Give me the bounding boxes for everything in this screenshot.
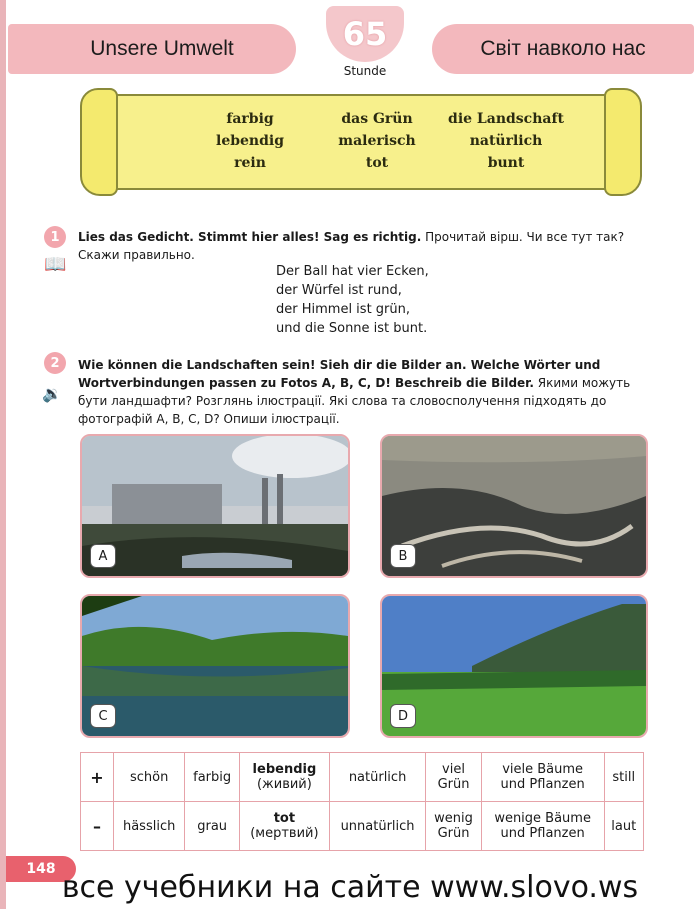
- vocab-word: die Landschaft: [448, 111, 564, 127]
- photo-a: [80, 434, 350, 578]
- exercise-1-instruction-ua: Прочитай вірш. Чи все тут так? Скажи правильно.: [78, 230, 625, 262]
- table-cell-line: Grün: [437, 826, 470, 841]
- vocabulary-scroll: [78, 84, 644, 200]
- exercise-2-instruction: [78, 356, 644, 428]
- lesson-label: Stunde: [343, 64, 387, 78]
- vocab-word: rein: [234, 155, 266, 171]
- table-cell: [481, 753, 604, 802]
- photo-b-label: B: [390, 544, 416, 568]
- poem-line: der Himmel ist grün,: [276, 302, 411, 317]
- exercise-1-instruction-de: Lies das Gedicht. Stimmt hier alles! Sag es richtig.: [78, 230, 422, 244]
- photo-b: [380, 434, 648, 578]
- book-icon: 📖: [44, 254, 67, 275]
- footer-watermark-text: все учебники на сайте www.slovo.ws: [61, 870, 639, 905]
- word-table: [80, 752, 644, 851]
- table-cell-line: wenig: [434, 811, 473, 826]
- title-de-banner: [8, 24, 296, 74]
- table-cell: [426, 753, 481, 802]
- vocab-word: malerisch: [338, 133, 416, 149]
- photo-a-image: [82, 436, 348, 576]
- listen-icon: 🔉: [42, 384, 62, 403]
- vocab-word: farbig: [226, 111, 274, 127]
- poem-line: der Würfel ist rund,: [276, 283, 402, 298]
- table-cell: [426, 802, 481, 851]
- table-cell: natürlich: [329, 753, 425, 802]
- table-row-negative: [81, 802, 644, 851]
- table-cell: laut: [604, 802, 643, 851]
- table-row-positive: [81, 753, 644, 802]
- table-cell: farbig: [185, 753, 240, 802]
- table-cell: unnatürlich: [329, 802, 425, 851]
- table-cell-bold: tot: [273, 811, 296, 826]
- table-cell: schön: [114, 753, 185, 802]
- title-de: Unsere Umwelt: [90, 37, 234, 60]
- vocabulary-list: [188, 108, 568, 174]
- plus-sign: +: [81, 753, 114, 802]
- table-cell-line: wenige Bäume: [494, 811, 591, 826]
- table-cell-translation: (живий): [256, 777, 312, 792]
- exercise-2-instruction-de: Wie können die Landschaften sein! Sieh dir die Bilder an. Welche Wörter und Wortverbindungen passen zu Fotos A, B, C, D! Beschreib die Bilder.: [78, 358, 601, 390]
- table-cell-translation: (мертвий): [250, 826, 319, 841]
- exercise-1-instruction: [78, 228, 644, 264]
- minus-sign: –: [81, 802, 114, 851]
- table-cell-bold: lebendig: [252, 762, 317, 777]
- photo-c: [80, 594, 350, 738]
- exercise-1-number: 1: [44, 226, 66, 248]
- photo-b-image: [382, 436, 646, 576]
- photo-c-image: [82, 596, 348, 736]
- table-cell: hässlich: [114, 802, 185, 851]
- table-cell: [239, 802, 329, 851]
- vocab-word: tot: [365, 155, 389, 171]
- vocab-word: lebendig: [216, 133, 284, 149]
- table-cell-line: und Pflanzen: [500, 826, 585, 841]
- page-number: 148: [6, 856, 76, 882]
- table-cell: [481, 802, 604, 851]
- table-cell: still: [604, 753, 643, 802]
- lesson-number-badge: [326, 6, 404, 62]
- photo-a-label: A: [90, 544, 116, 568]
- vocab-word: bunt: [487, 155, 525, 171]
- table-cell: grau: [185, 802, 240, 851]
- table-cell-line: viele Bäume: [502, 762, 584, 777]
- title-ua-banner: [432, 24, 694, 74]
- table-cell-line: viel: [442, 762, 465, 777]
- scroll-curl-right: [604, 88, 642, 196]
- exercise-2-instruction-ua: Якими можуть бути ландшафти? Розглянь ілюстрації. Які слова та словосполучення підходять до фотографій А, В, С, D? Опиши ілюстрації.: [78, 376, 631, 426]
- title-ua: Світ навколо нас: [480, 37, 646, 60]
- vocab-word: natürlich: [469, 133, 543, 149]
- lesson-number: 65: [342, 15, 388, 53]
- photo-d: [380, 594, 648, 738]
- poem-line: und die Sonne ist bunt.: [276, 321, 428, 336]
- table-cell-line: Grün: [437, 777, 470, 792]
- poem: [276, 262, 429, 338]
- table-cell: [239, 753, 329, 802]
- photo-c-label: C: [90, 704, 116, 728]
- table-cell-line: und Pflanzen: [500, 777, 585, 792]
- page-edge: [0, 0, 6, 909]
- scroll-curl-left: [80, 88, 118, 196]
- photo-d-label: D: [390, 704, 416, 728]
- photo-d-image: [382, 596, 646, 736]
- vocab-word: das Grün: [341, 111, 413, 127]
- exercise-2-number: 2: [44, 352, 66, 374]
- poem-line: Der Ball hat vier Ecken,: [276, 264, 429, 279]
